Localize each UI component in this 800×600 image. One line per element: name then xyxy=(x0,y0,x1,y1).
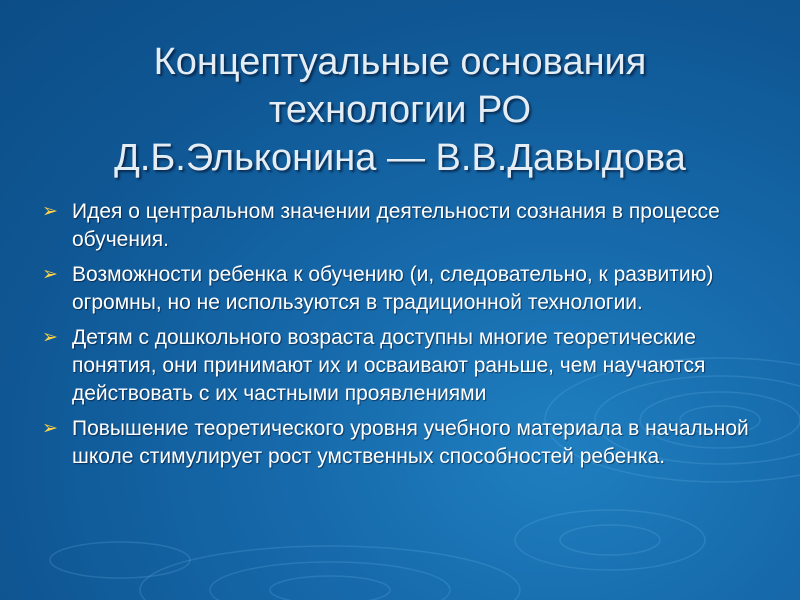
bullet-list xyxy=(42,198,762,478)
title-line: технологии РО xyxy=(268,89,532,131)
arrowhead-bullet-icon: ➢ xyxy=(42,264,58,285)
title-line: Д.Б.Эльконина — В.В.Давыдова xyxy=(114,137,686,179)
bullet-item xyxy=(42,261,762,317)
arrowhead-bullet-icon: ➢ xyxy=(42,418,58,439)
bullet-item xyxy=(42,198,762,254)
arrowhead-bullet-icon: ➢ xyxy=(42,201,58,222)
bullet-item xyxy=(42,415,762,471)
bullet-text: Повышение теоретического уровня учебного материала в начальной школе стимулирует рост умственных способностей ребенка. xyxy=(72,417,749,468)
bullet-text: Возможности ребенка к обучению (и, следовательно, к развитию) огромны, но не используются в традиционной технологии. xyxy=(72,263,714,314)
arrowhead-bullet-icon: ➢ xyxy=(42,327,58,348)
title-line: Концептуальные основания xyxy=(153,41,647,83)
bullet-text: Идея о центральном значении деятельности сознания в процессе обучения. xyxy=(72,200,720,251)
bullet-text: Детям с дошкольного возраста доступны многие теоретические понятия, они принимают их и осваивают раньше, чем научаются действовать с их частными проявлениями xyxy=(72,326,706,405)
slide-title xyxy=(20,38,780,182)
bullet-item xyxy=(42,324,762,408)
